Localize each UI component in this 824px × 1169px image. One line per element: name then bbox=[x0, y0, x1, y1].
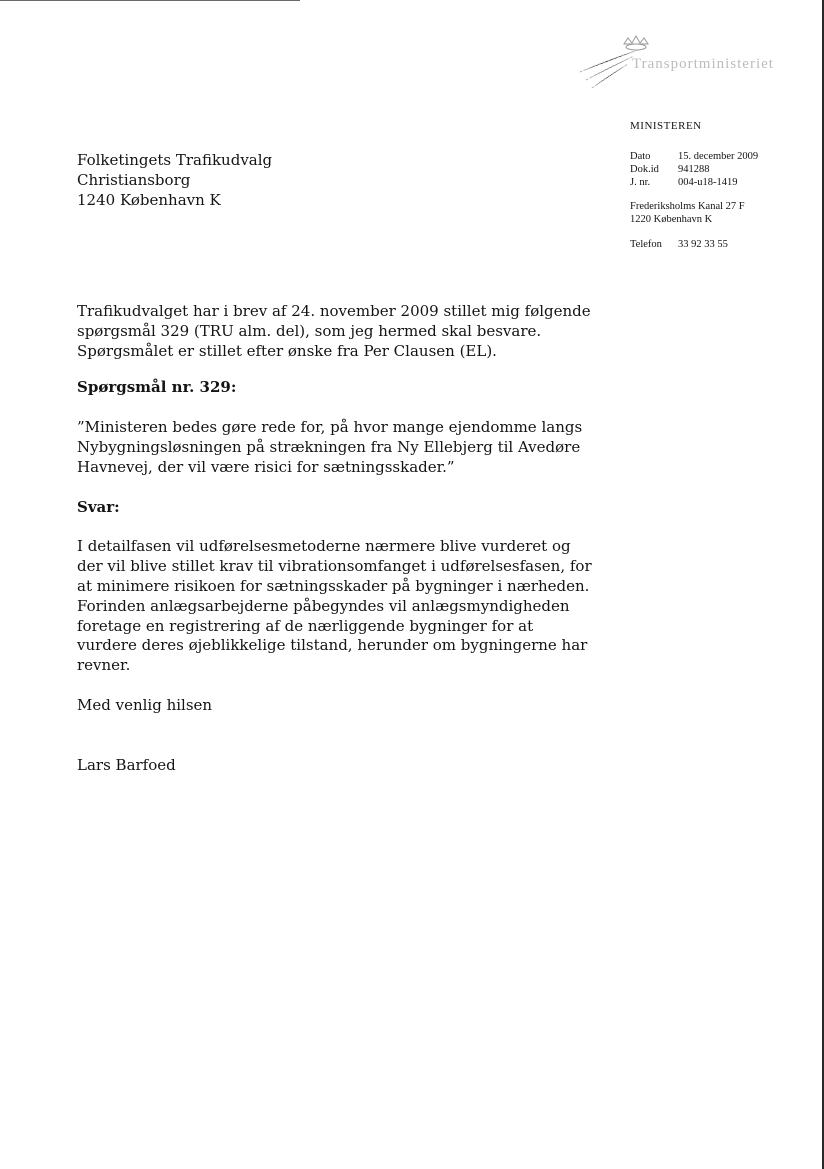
recipient-name: Folketingets Trafikudvalg bbox=[77, 151, 273, 169]
meta-value: 004-u18-1419 bbox=[678, 177, 738, 188]
phone-label: Telefon bbox=[630, 239, 662, 250]
sender-address bbox=[630, 200, 745, 226]
meta-label: Dok.id bbox=[630, 164, 659, 175]
meta-row-docid bbox=[630, 163, 758, 176]
question-heading: Spørgsmål nr. 329: bbox=[77, 378, 237, 397]
recipient-city: 1240 København K bbox=[77, 191, 221, 209]
question-paragraph: ”Ministeren bedes gøre rede for, på hvor mange ejendomme langs Nybygningsløsningen på strækningen fra Ny Ellebjerg til Avedøre Havnevej, der vil være risici for sætningsskader.” bbox=[77, 418, 583, 476]
answer-heading: Svar: bbox=[77, 497, 120, 516]
sender-phone bbox=[630, 239, 728, 250]
ministry-name: Transportministeriet bbox=[632, 56, 774, 72]
closing-line: Med venlig hilsen bbox=[77, 695, 213, 714]
meta-row-date bbox=[630, 150, 758, 163]
meta-label: Dato bbox=[630, 151, 651, 162]
recipient-building: Christiansborg bbox=[77, 171, 191, 189]
meta-value: 941288 bbox=[678, 164, 710, 175]
meta-row-journal bbox=[630, 176, 758, 189]
recipient-address bbox=[77, 150, 272, 210]
letter-body bbox=[77, 302, 597, 776]
address-city: 1220 København K bbox=[630, 214, 713, 225]
address-street: Frederiksholms Kanal 27 F bbox=[630, 201, 745, 212]
signature: Lars Barfoed bbox=[77, 755, 176, 774]
scan-edge-line bbox=[0, 0, 300, 1]
sender-title: MINISTEREN bbox=[630, 120, 702, 132]
answer-paragraph: I detailfasen vil udførelsesmetoderne nærmere blive vurderet og der vil blive stillet krav til vibrationsomfanget i udførelsesfasen, for at minimere risikoen for sætningsskader på bygninger i nærheden. Forinden anlægsarbejderne påbegyndes vil anlægsmyndigheden foretage en registrering af de nærliggende bygninger for at vurdere deres øjeblikkelige tilstand, herunder om bygningerne har revner. bbox=[77, 537, 592, 675]
meta-value: 15. december 2009 bbox=[678, 151, 759, 162]
document-meta bbox=[630, 150, 758, 189]
meta-label: J. nr. bbox=[630, 177, 651, 188]
intro-paragraph: Trafikudvalget har i brev af 24. november 2009 stillet mig følgende spørgsmål 329 (TRU alm. del), som jeg hermed skal besvare. Spørgsmålet er stillet efter ønske fra Per Clausen (EL). bbox=[77, 302, 591, 360]
phone-value: 33 92 33 55 bbox=[678, 239, 728, 250]
